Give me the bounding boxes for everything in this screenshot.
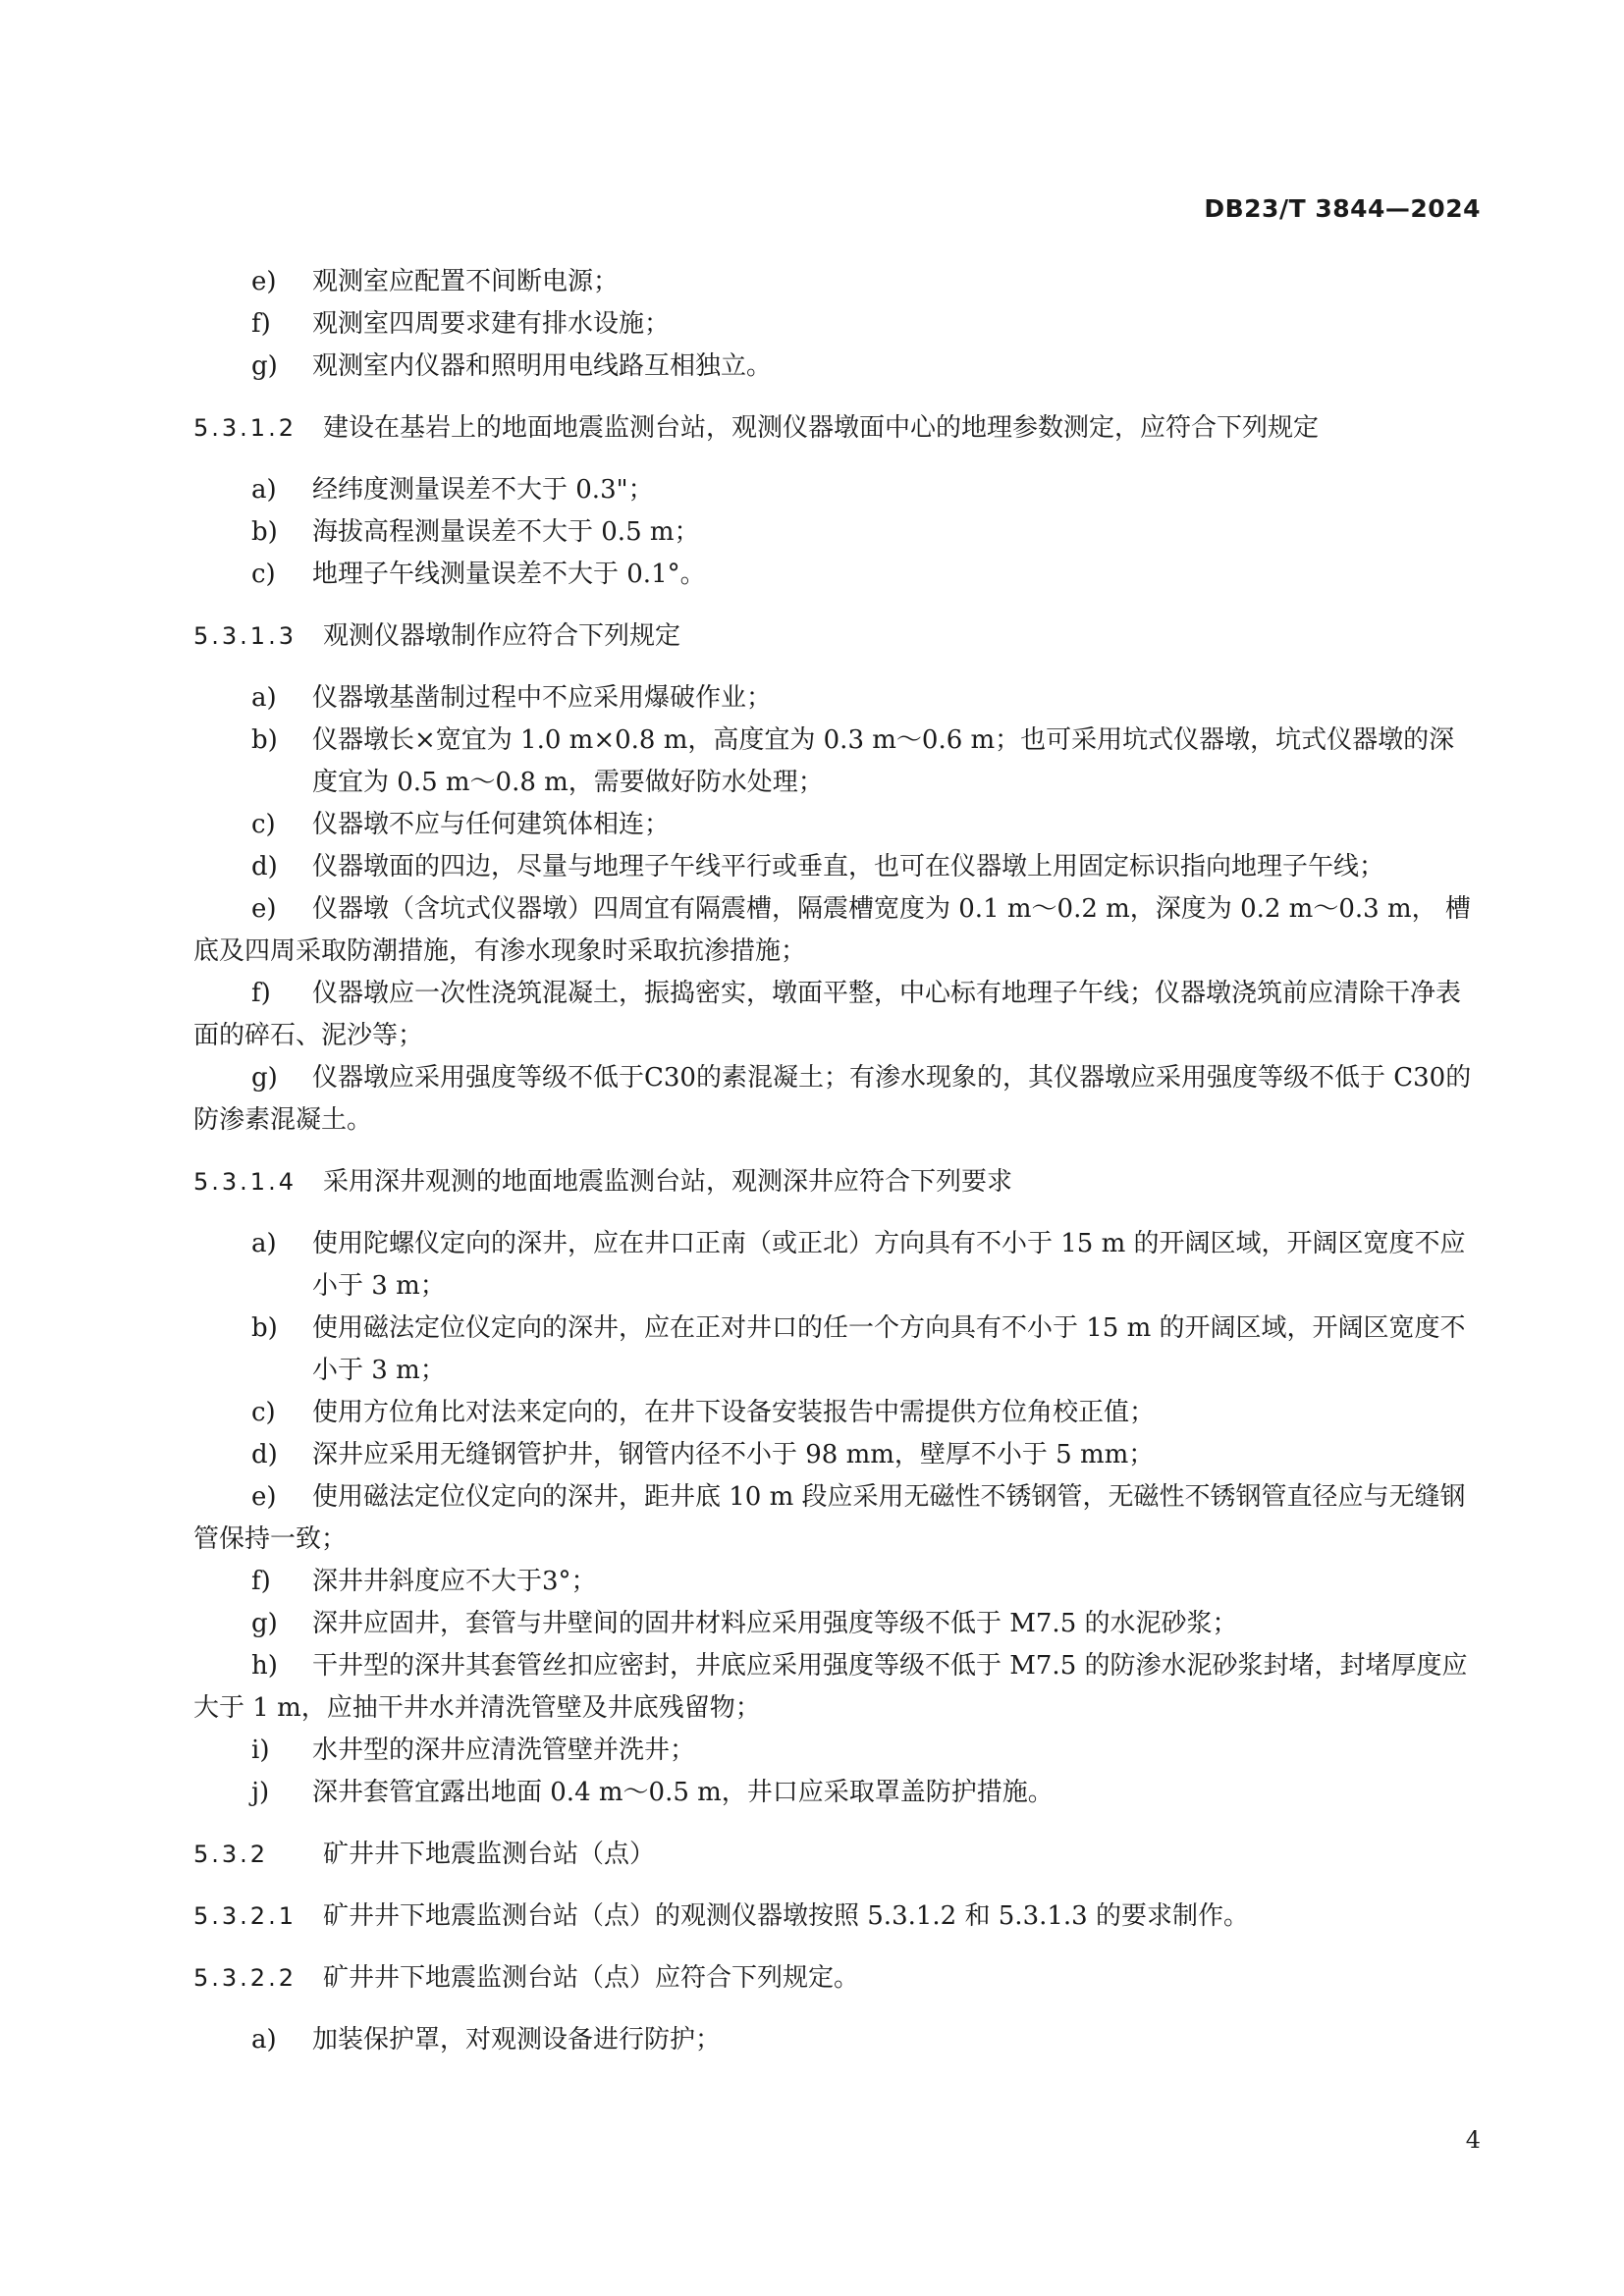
list-text: 仪器墩面的四边，尽量与地理子午线平行或垂直，也可在仪器墩上用固定标识指向地理子午线； (312, 852, 1385, 881)
document-body (193, 261, 1480, 2061)
clause-heading (193, 1896, 1480, 1938)
list-marker: e) (251, 1482, 277, 1512)
list-item (193, 1476, 1480, 1561)
clause-number: 5.3.2.2 (193, 1964, 297, 1992)
clause-number: 5.3.2.1 (193, 1902, 297, 1930)
list-marker: a) (251, 475, 277, 505)
list-item (193, 1730, 1480, 1772)
clause-title: 矿井井下地震监测台站（点） (323, 1840, 656, 1869)
list-item (193, 973, 1480, 1057)
list-marker: b) (251, 725, 278, 755)
list-text: 仪器墩应一次性浇筑混凝土，振捣密实，墩面平整，中心标有地理子午线；仪器墩浇筑前应清除干净表面的碎石、泥沙等； (193, 979, 1462, 1050)
list-text: 观测室四周要求建有排水设施； (312, 309, 671, 339)
list-marker: g) (251, 1063, 278, 1093)
clause-heading (193, 1957, 1480, 2000)
list-text: 地理子午线测量误差不大于 0.1°。 (312, 560, 706, 589)
list-marker: j) (251, 1778, 270, 1807)
clause-list (193, 469, 1480, 596)
list-marker: e) (251, 894, 277, 924)
clause-list (193, 2019, 1480, 2061)
list-text: 仪器墩基凿制过程中不应采用爆破作业； (312, 683, 773, 713)
intro-list (193, 261, 1480, 388)
list-item (193, 1645, 1480, 1730)
clause-heading (193, 407, 1480, 450)
list-marker: a) (251, 2025, 277, 2055)
list-text: 使用方位角比对法来定向的，在井下设备安装报告中需提供方位角校正值； (312, 1398, 1156, 1427)
list-marker: f) (251, 309, 271, 339)
list-marker: i) (251, 1735, 270, 1765)
clause-title: 建设在基岩上的地面地震监测台站，观测仪器墩面中心的地理参数测定，应符合下列规定 (323, 413, 1320, 443)
list-item (193, 1603, 1480, 1645)
clause-heading (193, 1834, 1480, 1876)
list-text: 深井井斜度应不大于3°； (312, 1567, 597, 1596)
clause-title: 矿井井下地震监测台站（点）应符合下列规定。 (323, 1963, 860, 1993)
clause-list (193, 1223, 1480, 1814)
list-text: 海拔高程测量误差不大于 0.5 m； (312, 517, 700, 547)
list-item (193, 1561, 1480, 1603)
list-text: 水井型的深井应清洗管壁并洗井； (312, 1735, 696, 1765)
clause-title: 观测仪器墩制作应符合下列规定 (323, 621, 681, 651)
clause-number: 5.3.1.3 (193, 622, 297, 650)
clause-number: 5.3.1.4 (193, 1168, 297, 1196)
list-text: 加装保护罩，对观测设备进行防护； (312, 2025, 722, 2055)
standard-code: DB23/T 3844—2024 (1204, 194, 1481, 223)
list-text: 干井型的深井其套管丝扣应密封，井底应采用强度等级不低于 M7.5 的防渗水泥砂浆封堵，封堵厚度应大于 1 m，应抽干井水并清洗管壁及井底残留物； (193, 1651, 1468, 1723)
list-item (193, 469, 1480, 511)
list-marker: c) (251, 1398, 276, 1427)
list-item (193, 1223, 1480, 1308)
list-marker: c) (251, 810, 276, 839)
list-item (193, 1392, 1480, 1434)
list-marker: b) (251, 1313, 278, 1343)
list-item (193, 511, 1480, 554)
list-text: 观测室内仪器和照明用电线路互相独立。 (312, 351, 773, 381)
clause-title: 采用深井观测的地面地震监测台站，观测深井应符合下列要求 (323, 1167, 1013, 1197)
list-text: 仪器墩应采用强度等级不低于C30的素混凝土；有渗水现象的，其仪器墩应采用强度等级不低于 C30的防渗素混凝土。 (193, 1063, 1472, 1135)
list-item (193, 261, 1480, 303)
list-text: 使用磁法定位仪定向的深井，应在正对井口的任一个方向具有不小于 15 m 的开阔区域，开阔区宽度不小于 3 m； (312, 1313, 1466, 1385)
list-marker: e) (251, 267, 277, 296)
list-item (193, 2019, 1480, 2061)
clause-heading (193, 615, 1480, 658)
clause-number: 5.3.1.2 (193, 414, 297, 442)
list-marker: c) (251, 560, 276, 589)
list-text: 使用磁法定位仪定向的深井，距井底 10 m 段应采用无磁性不锈钢管，无磁性不锈钢管直径应与无缝钢管保持一致； (193, 1482, 1466, 1554)
list-item (193, 804, 1480, 846)
list-item (193, 303, 1480, 346)
list-item (193, 888, 1480, 973)
list-item (193, 1434, 1480, 1476)
list-marker: a) (251, 1229, 277, 1258)
list-marker: d) (251, 852, 278, 881)
list-marker: a) (251, 683, 277, 713)
list-marker: d) (251, 1440, 278, 1469)
list-marker: f) (251, 979, 271, 1008)
list-text: 仪器墩不应与任何建筑体相连； (312, 810, 671, 839)
list-text: 观测室应配置不间断电源； (312, 267, 620, 296)
clause-heading (193, 1161, 1480, 1203)
page-number: 4 (1465, 2126, 1481, 2154)
list-item (193, 346, 1480, 388)
list-item (193, 554, 1480, 596)
list-text: 仪器墩（含坑式仪器墩）四周宜有隔震槽，隔震槽宽度为 0.1 m～0.2 m，深度为 0.2 m～0.3 m， 槽底及四周采取防潮措施，有渗水现象时采取抗渗措施； (193, 894, 1471, 966)
list-marker: g) (251, 1609, 278, 1638)
list-marker: h) (251, 1651, 278, 1681)
list-item (193, 720, 1480, 804)
clause-number: 5.3.2 (193, 1841, 269, 1868)
list-marker: b) (251, 517, 278, 547)
list-text: 使用陀螺仪定向的深井，应在井口正南（或正北）方向具有不小于 15 m 的开阔区域，开阔区宽度不应小于 3 m； (312, 1229, 1466, 1301)
clause-title: 矿井井下地震监测台站（点）的观测仪器墩按照 5.3.1.2 和 5.3.1.3 的要求制作。 (323, 1901, 1249, 1931)
list-marker: g) (251, 351, 278, 381)
list-text: 经纬度测量误差不大于 0.3"； (312, 475, 654, 505)
list-item (193, 1772, 1480, 1814)
clause-list (193, 677, 1480, 1142)
list-item (193, 677, 1480, 720)
list-text: 仪器墩长×宽宜为 1.0 m×0.8 m，高度宜为 0.3 m～0.6 m；也可采用坑式仪器墩，坑式仪器墩的深度宜为 0.5 m～0.8 m，需要做好防水处理； (312, 725, 1455, 797)
list-item (193, 1057, 1480, 1142)
list-marker: f) (251, 1567, 271, 1596)
list-text: 深井应固井，套管与井壁间的固井材料应采用强度等级不低于 M7.5 的水泥砂浆； (312, 1609, 1238, 1638)
list-text: 深井套管宜露出地面 0.4 m～0.5 m，井口应采取罩盖防护措施。 (312, 1778, 1054, 1807)
list-text: 深井应采用无缝钢管护井，钢管内径不小于 98 mm，壁厚不小于 5 mm； (312, 1440, 1155, 1469)
list-item (193, 1308, 1480, 1392)
list-item (193, 846, 1480, 888)
